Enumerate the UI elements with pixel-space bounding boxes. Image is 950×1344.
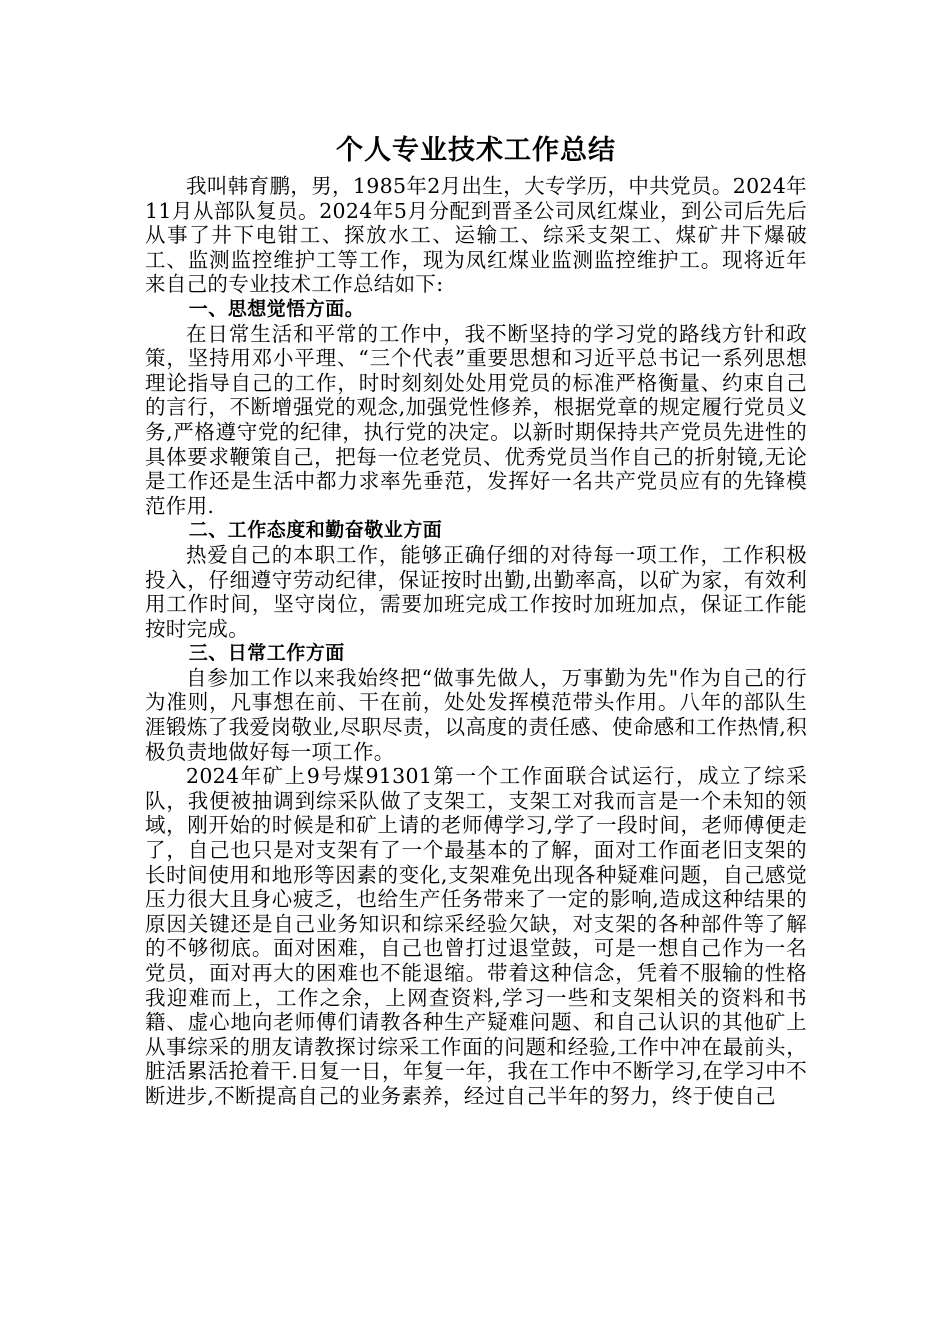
section-paragraph-work-attitude: 热爱自己的本职工作，能够正确仔细的对待每一项工作，工作积极投入，仔细遵守劳动纪律，保证按时出勤,出勤率高，以矿为家，有效利用工作时间，坚守岗位，需要加班完成工作按时加班加点，保证工作能按时完成。: [145, 542, 807, 641]
intro-paragraph: 我叫韩育鹏，男，1985年2月出生，大专学历，中共党员。2024年11月从部队复员。2024年5月分配到晋圣公司凤红煤业，到公司后先后从事了井下电钳工、探放水工、运输工、综采支架工、煤矿井下爆破工、监测监控维护工等工作，现为凤红煤业监测监控维护工。现将近年来自己的专业技术工作总结如下:: [145, 174, 807, 297]
document-page: [145, 130, 807, 1109]
section-paragraph-ideology: 在日常生活和平常的工作中，我不断坚持的学习党的路线方针和政策，坚持用邓小平理、“三个代表”重要思想和习近平总书记一系列思想理论指导自己的工作，时时刻刻处处用党员的标准严格衡量、约束自己的言行，不断增强党的观念,加强党性修养，根据党章的规定履行党员义务,严格遵守党的纪律，执行党的决定。以新时期保持共产党员先进性的具体要求鞭策自己，把每一位老党员、优秀党员当作自己的折射镜,无论是工作还是生活中都力求率先垂范，发挥好一名共产党员应有的先锋模范作用.: [145, 321, 807, 518]
section-heading-ideology: 一、思想觉悟方面。: [188, 297, 365, 320]
section-paragraph-daily-work-1: 自参加工作以来我始终把“做事先做人，万事勤为先"作为自己的行为准则，凡事想在前、干在前，处处发挥模范带头作用。八年的部队生涯锻炼了我爱岗敬业,尽职尽责，以高度的责任感、使命感和工作热情,积极负责地做好每一项工作。: [145, 665, 807, 764]
section-paragraph-daily-work-2: 2024年矿上9号煤91301第一个工作面联合试运行，成立了综采队，我便被抽调到综采队做了支架工，支架工对我而言是一个未知的领域，刚开始的时候是和矿上请的老师傅学习,学了一段时间，老师傅便走了，自己也只是对支架有了一个最基本的了解，面对工作面老旧支架的长时间使用和地形等因素的变化,支架难免出现各种疑难问题，自己感觉压力很大且身心疲乏，也给生产任务带来了一定的影响,造成这种结果的原因关键还是自己业务知识和综采经验欠缺，对支架的各种部件等了解的不够彻底。面对困难，自己也曾打过退堂鼓，可是一想自己作为一名党员，面对再大的困难也不能退缩。带着这种信念，凭着不服输的性格我迎难而上，工作之余，上网查资料,学习一些和支架相关的资料和书籍、虚心地向老师傅们请教各种生产疑难问题、和自己认识的其他矿上从事综采的朋友请教探讨综采工作面的问题和经验,工作中冲在最前头，脏活累活抢着干.日复一日，年复一年，我在工作中不断学习,在学习中不断进步,不断提高自己的业务素养，经过自己半年的努力，终于使自己: [145, 764, 807, 1108]
section-heading-work-attitude: 二、工作态度和勤奋敬业方面: [188, 519, 443, 542]
document-title: 个人专业技术工作总结: [336, 135, 616, 166]
section-heading-daily-work: 三、日常工作方面: [188, 642, 345, 665]
